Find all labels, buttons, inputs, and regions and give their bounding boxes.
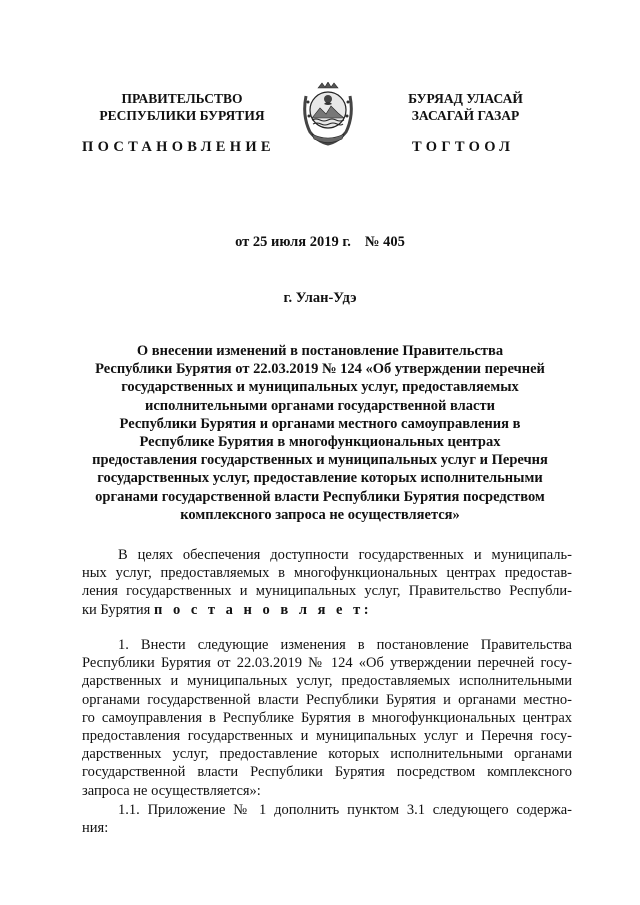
document-title <box>80 342 560 524</box>
paragraph-line: запроса не осуществляется»: <box>82 782 261 799</box>
paragraph-line: предоставления государственных и муниципальных услуг и Перечня госу- <box>82 728 572 745</box>
paragraph-line: ных услуг, предоставляемых в многофункциональных центрах предостав- <box>82 565 572 582</box>
title-line: государственных услуг, предоставление которых исполнительными <box>97 470 543 487</box>
title-line: Республики Бурятия от 22.03.2019 № 124 «Об утверждении перечней <box>95 361 545 378</box>
title-line: государственных и муниципальных услуг, предоставляемых <box>121 379 519 396</box>
paragraph-line: дарственных и муниципальных услуг, предоставляемых исполнительными <box>82 673 572 690</box>
paragraph-line: 1.1. Приложение № 1 дополнить пунктом 3.1 следующего содержа- <box>118 802 572 818</box>
title-line: комплексного запроса не осуществляется» <box>180 506 460 523</box>
paragraph-line: В целях обеспечения доступности государственных и муниципаль- <box>118 547 572 563</box>
document-number: № 405 <box>364 234 405 250</box>
doc-type-russian: ПОСТАНОВЛЕНИЕ <box>82 139 275 155</box>
paragraph-line: ления государственных и муниципальных услуг, Правительство Республи- <box>82 583 572 600</box>
coat-of-arms-emblem-icon <box>300 82 356 146</box>
preamble-prefix: ки Бурятия <box>82 601 154 618</box>
item-1-paragraph <box>82 636 572 800</box>
header-right-authority <box>378 90 553 124</box>
paragraph-line: Республики Бурятия от 22.03.2019 № 124 «Об утверждении перечней госу- <box>82 655 572 672</box>
paragraph-line: го самоуправления в Республике Бурятия в многофункциональных центрах <box>82 709 572 726</box>
header-left-line1: ПРАВИТЕЛЬСТВО <box>121 91 243 106</box>
city-line: г. Улан-Удэ <box>283 290 357 306</box>
title-line: органами государственной власти Республики Бурятия посредством <box>95 488 545 505</box>
paragraph-line: органами государственной власти Республики Бурятия и органами местно- <box>82 691 572 708</box>
header-left-line2: РЕСПУБЛИКИ БУРЯТИЯ <box>99 108 265 123</box>
header-left-authority <box>82 90 282 124</box>
title-line: исполнительными органами государственной власти <box>145 397 495 414</box>
title-line: О внесении изменений в постановление Правительства <box>136 343 504 359</box>
paragraph-line: государственной власти Республики Бурятия посредством комплексного <box>82 764 572 781</box>
paragraph-line: дарственных услуг, предоставление которых исполнительными органами <box>82 746 572 763</box>
title-line: Республики Бурятия и органами местного самоуправления в <box>119 415 521 432</box>
paragraph-line: ния: <box>82 820 109 837</box>
date-number-line <box>0 234 640 251</box>
title-line: Республике Бурятия в многофункциональных центрах <box>139 434 501 451</box>
paragraph-line-final <box>82 601 572 619</box>
preamble-paragraph <box>82 546 572 619</box>
header-right-line2: ЗАСАГАЙ ГАЗАР <box>411 108 520 123</box>
doc-type-buryat: ТОГТООЛ <box>412 139 515 155</box>
document-date: от 25 июля 2019 г. <box>235 234 351 250</box>
paragraph-line: 1. Внести следующие изменения в постановление Правительства <box>118 637 572 653</box>
decree-word: п о с т а н о в л я е т: <box>153 601 373 618</box>
item-1-1-paragraph <box>82 801 572 837</box>
title-line: предоставления государственных и муниципальных услуг и Перечня <box>92 452 548 469</box>
header-right-line1: БУРЯАД УЛАСАЙ <box>408 91 523 106</box>
